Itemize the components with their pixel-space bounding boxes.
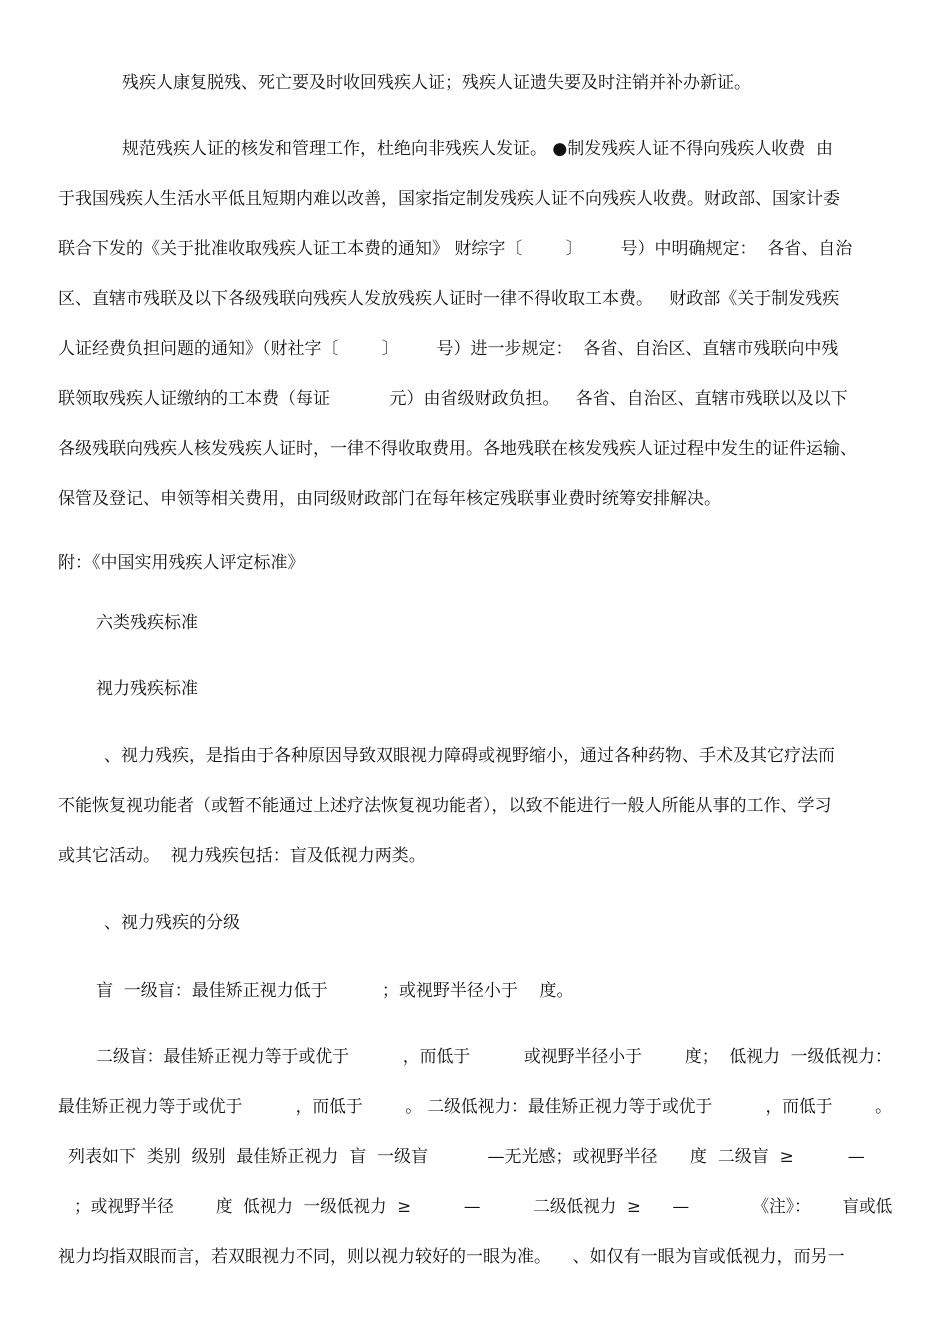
paragraph-line: 最佳矫正视力等于或优于 ，而低于 。 二级低视力：最佳矫正视力等于或优于 ，而低于 。 (58, 1097, 892, 1117)
paragraph-line: 区、直辖市残联及以下各级残联向残疾人发放残疾人证时一律不得收取工本费。 财政部《关于制发残疾 (58, 289, 840, 309)
paragraph-line: 各级残联向残疾人核发残疾人证时，一律不得收取费用。各地残联在核发残疾人证过程中发生的证件运输、 (58, 439, 857, 459)
section-heading: 、视力残疾的分级 (104, 913, 240, 933)
paragraph-line: 联领取残疾人证缴纳的工本费（每证 元）由省级财政负担。 各省、自治区、直辖市残联以及以下 (58, 389, 848, 409)
section-heading: 视力残疾标准 (96, 679, 198, 699)
paragraph-line: 列表如下 类别 级别 最佳矫正视力 盲 一级盲 —无光感；或视野半径 度 二级盲 ≥ — (68, 1147, 865, 1167)
paragraph-line: 人证经费负担问题的通知》（财社字〔 〕 号）进一步规定： 各省、自治区、直辖市残联向中残 (58, 339, 839, 359)
paragraph-line: 盲 一级盲：最佳矫正视力低于 ；或视野半径小于 度。 (96, 981, 574, 1001)
paragraph-line: ；或视野半径 度 低视力 一级低视力 ≥ — 二级低视力 ≥ — 《注》： 盲或低 (74, 1197, 893, 1217)
paragraph-line: 残疾人康复脱残、死亡要及时收回残疾人证；残疾人证遗失要及时注销并补办新证。 (122, 73, 751, 93)
paragraph-line: 联合下发的《关于批准收取残疾人证工本费的通知》 财综字〔 〕 号）中明确规定： 各省、自治 (58, 239, 853, 259)
paragraph-line: 二级盲：最佳矫正视力等于或优于 ，而低于 或视野半径小于 度； 低视力 一级低视力： (96, 1047, 892, 1067)
paragraph-line: 或其它活动。 视力残疾包括：盲及低视力两类。 (58, 846, 426, 866)
paragraph-line: 于我国残疾人生活水平低且短期内难以改善，国家指定制发残疾人证不向残疾人收费。财政部、国家计委 (58, 189, 840, 209)
paragraph-line: 不能恢复视功能者（或暂不能通过上述疗法恢复视功能者），以致不能进行一般人所能从事的工作、学习 (58, 796, 832, 816)
paragraph-line: 视力均指双眼而言，若双眼视力不同，则以视力较好的一眼为准。 、如仅有一眼为盲或低视力，而另一 (58, 1247, 845, 1267)
section-heading: 六类残疾标准 (96, 613, 198, 633)
paragraph-line: 保管及登记、申领等相关费用，由同级财政部门在每年核定残联事业费时统筹安排解决。 (58, 489, 721, 509)
paragraph-line: 规范残疾人证的核发和管理工作，杜绝向非残疾人发证。 ●制发残疾人证不得向残疾人收费 由 (122, 139, 834, 159)
paragraph-line: 、视力残疾，是指由于各种原因导致双眼视力障碍或视野缩小，通过各种药物、手术及其它疗法而 (104, 746, 835, 766)
appendix-title: 附：《中国实用残疾人评定标准》 (58, 553, 305, 573)
